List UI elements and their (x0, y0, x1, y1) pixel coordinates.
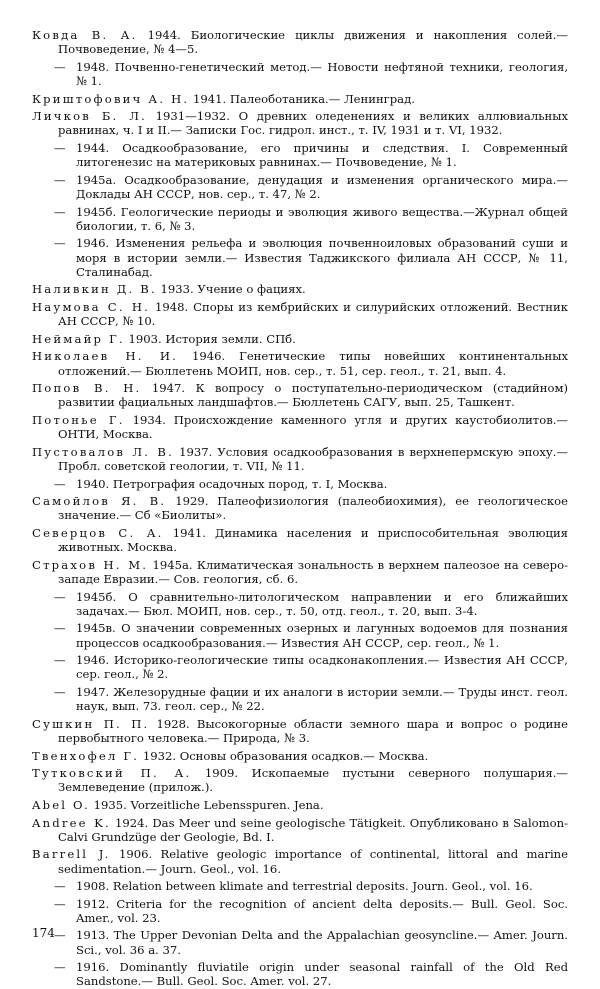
entry-author: Наумова С. Н. (32, 299, 151, 314)
bibliography-entry (32, 477, 568, 491)
entry-author: Наливкин Д. В. (32, 282, 157, 297)
bibliography-entry (32, 141, 568, 169)
bibliography-entry (32, 798, 568, 812)
entry-text: 1929. Палеофизиология (палеобиохимия), ее геологическое значение.— Сб «Биолиты». (58, 494, 569, 523)
entry-text: 1908. Relation between klimate and terrestrial deposits. Journ. Geol., vol. 16. (76, 879, 533, 894)
ditto-dash: — (54, 476, 66, 491)
entry-text: 1903. История земли. СПб. (128, 331, 296, 346)
entry-text: 1935. Vorzeitliche Lebensspuren. Jena. (93, 797, 324, 812)
bibliography-entry (32, 349, 568, 377)
bibliography-entry (32, 332, 568, 346)
ditto-dash: — (54, 684, 66, 699)
entry-text: 1928. Высокогорные области земного шара и вопрос о родине первобытного человека.— Природа, № 3. (58, 716, 568, 745)
bibliography-entry (32, 28, 568, 56)
entry-author: Тутковский П. А. (32, 766, 192, 781)
bibliography-entry (32, 766, 568, 794)
entry-author: Твенхофел Г. (32, 748, 140, 763)
entry-text: 1941. Динамика населения и приспособительная эволюция животных. Москва. (58, 525, 568, 555)
entry-text: 1946. Историко-геологические типы осадконакопления.— Известия АН СССР, сер. геол., № 2. (76, 653, 568, 682)
bibliography-entry (32, 173, 568, 201)
entry-text: 1945б. О сравнительно-литологическом направлении и его ближайших задачах.— Бюл. МОИП, нов. сер., т. 50, отд. геол., т. 20, вып. 3-4. (76, 589, 568, 618)
entry-author: Barrell J. (32, 847, 111, 862)
ditto-dash: — (54, 928, 66, 943)
entry-author: Andree K. (32, 815, 111, 830)
bibliography-entry (32, 685, 568, 713)
ditto-dash: — (54, 879, 66, 894)
ditto-dash: — (54, 653, 66, 668)
bibliography-list (32, 28, 568, 989)
entry-text: 1944. Биологические циклы движения и накопления солей.— Почвоведение, № 4—5. (58, 28, 568, 57)
bibliography-entry (32, 879, 568, 893)
bibliography-entry (32, 413, 568, 441)
entry-text: 1924. Das Meer und seine geologische Tätigkeit. Опубликовано в Salomon-Calvi Grundzüge der Geologie, Bd. I. (58, 815, 569, 844)
ditto-dash: — (54, 172, 66, 187)
entry-author: Пустовалов Л. В. (32, 444, 175, 459)
entry-text: 1945б. Геологические периоды и эволюция живого вещества.—Журнал общей биологии, т. 6, № 3. (76, 204, 568, 233)
entry-author: Неймайр Г. (32, 331, 125, 346)
bibliography-entry (32, 653, 568, 681)
bibliography-entry (32, 816, 568, 844)
ditto-dash: — (54, 140, 66, 155)
entry-text: 1945а. Осадкообразование, денудация и изменения органического мира.— Доклады АН СССР, нов. сер., т. 47, № 2. (76, 172, 568, 201)
bibliography-entry (32, 590, 568, 618)
entry-text: 1932. Основы образования осадков.— Москва. (142, 748, 429, 763)
entry-text: 1916. Dominantly fluviatile origin under seasonal rainfall of the Old Red Sandstone.— Bull. Geol. Soc. Amer. vol. 27. (76, 960, 568, 989)
entry-text: 1912. Criteria for the recognition of ancient delta deposits.— Bull. Geol. Soc. Amer., vol. 23. (76, 896, 568, 925)
entry-author: Страхов Н. М. (32, 557, 149, 572)
bibliography-entry (32, 749, 568, 763)
bibliography-entry (32, 847, 568, 875)
ditto-dash: — (54, 204, 66, 219)
entry-author: Попов В. Н. (32, 381, 142, 396)
entry-text: 1933. Учение о фациях. (160, 282, 306, 297)
ditto-dash: — (54, 236, 66, 251)
bibliography-entry (32, 960, 568, 988)
entry-text: 1948. Почвенно-генетический метод.— Новости нефтяной техники, геология, № 1. (76, 59, 568, 88)
entry-author: Сушкин П. П. (32, 716, 150, 731)
entry-text: 1937. Условия осадкообразования в верхнепермскую эпоху.— Пробл. советской геологии, т. VII, № 11. (58, 444, 568, 473)
entry-author: Личков Б. Л. (32, 109, 148, 124)
entry-text: 1945а. Климатическая зональность в верхнем палеозое на северо-западе Евразии.— Сов. геология, сб. 6. (58, 557, 568, 586)
entry-author: Ковда В. А. (32, 28, 138, 42)
entry-text: 1931—1932. О древних оледенениях и великих аллювиальных равнинах, ч. I и II.— Записки Гос. гидрол. инст., т. IV, 1931 и т. VI, 1932. (58, 109, 569, 138)
ditto-dash: — (54, 960, 66, 975)
bibliography-entry (32, 494, 568, 522)
bibliography-entry (32, 445, 568, 473)
bibliography-entry (32, 621, 568, 649)
bibliography-entry (32, 928, 568, 956)
entry-author: Потонье Г. (32, 412, 125, 427)
bibliography-entry (32, 282, 568, 296)
bibliography-entry (32, 92, 568, 106)
ditto-dash: — (54, 59, 66, 74)
bibliography-entry (32, 205, 568, 233)
bibliography-entry (32, 236, 568, 279)
bibliography-entry (32, 897, 568, 925)
entry-text: 1941. Палеоботаника.— Ленинград. (193, 91, 415, 106)
entry-author: Северцов С. А. (32, 525, 164, 540)
entry-text: 1913. The Upper Devonian Delta and the Appalachian geosyncline.— Amer. Journ. Sci., vol. 36 a. 37. (76, 928, 568, 957)
entry-author: Самойлов Я. В. (32, 494, 167, 509)
entry-text: 1945в. О значении современных озерных и лагунных водоемов для познания процессов осадкообразования.— Известия АН СССР, сер. геол., № 1. (76, 621, 568, 650)
entry-text: 1906. Relative geologic importance of continental, littoral and marine sedimentation.— Journ. Geol., vol. 16. (58, 847, 568, 876)
entry-text: 1947. Железорудные фации и их аналоги в истории земли.— Труды инст. геол. наук, вып. 73. геол. сер., № 22. (76, 684, 568, 714)
ditto-dash: — (54, 589, 66, 604)
entry-text: 1947. К вопросу о поступательно-периодическом (стадийном) развитии фациальных ландшафтов.— Бюллетень САГУ, вып. 25, Ташкент. (58, 381, 569, 410)
bibliography-entry (32, 526, 568, 554)
bibliography-entry (32, 381, 568, 409)
ditto-dash: — (54, 896, 66, 911)
entry-text: 1909. Ископаемые пустыни северного полушария.— Землеведение (прилож.). (58, 766, 568, 795)
ditto-dash: — (54, 621, 66, 636)
entry-text: 1946. Изменения рельефа и эволюция почвенноиловых образований суши и моря в истории земли.— Известия Таджикского филиала АН СССР, № 11, Сталинабад. (76, 236, 568, 279)
entry-author: Криштофович А. Н. (32, 91, 190, 106)
bibliography-entry (32, 558, 568, 586)
entry-author: Abel O. (32, 797, 90, 812)
entry-text: 1940. Петрография осадочных пород, т. I, Москва. (76, 476, 388, 491)
bibliography-entry (32, 717, 568, 745)
bibliography-entry (32, 109, 568, 137)
entry-text: 1946. Генетические типы новейших континентальных отложений.— Бюллетень МОИП, нов. сер., т. 51, сер. геол., т. 21, вып. 4. (58, 349, 568, 378)
entry-text: 1944. Осадкообразование, его причины и следствия. I. Современный литогенезис на материковых равнинах.— Почвоведение, № 1. (76, 140, 568, 170)
entry-text: 1948. Споры из кембрийских и силурийских отложений. Вестник АН СССР, № 10. (58, 299, 569, 329)
entry-text: 1934. Происхождение каменного угля и других каустобиолитов.— ОНТИ, Москва. (58, 412, 569, 442)
bibliography-entry (32, 300, 568, 328)
entry-author: Николаев Н. И. (32, 349, 179, 364)
bibliography-entry (32, 60, 568, 88)
page-number: 174 (32, 926, 55, 940)
